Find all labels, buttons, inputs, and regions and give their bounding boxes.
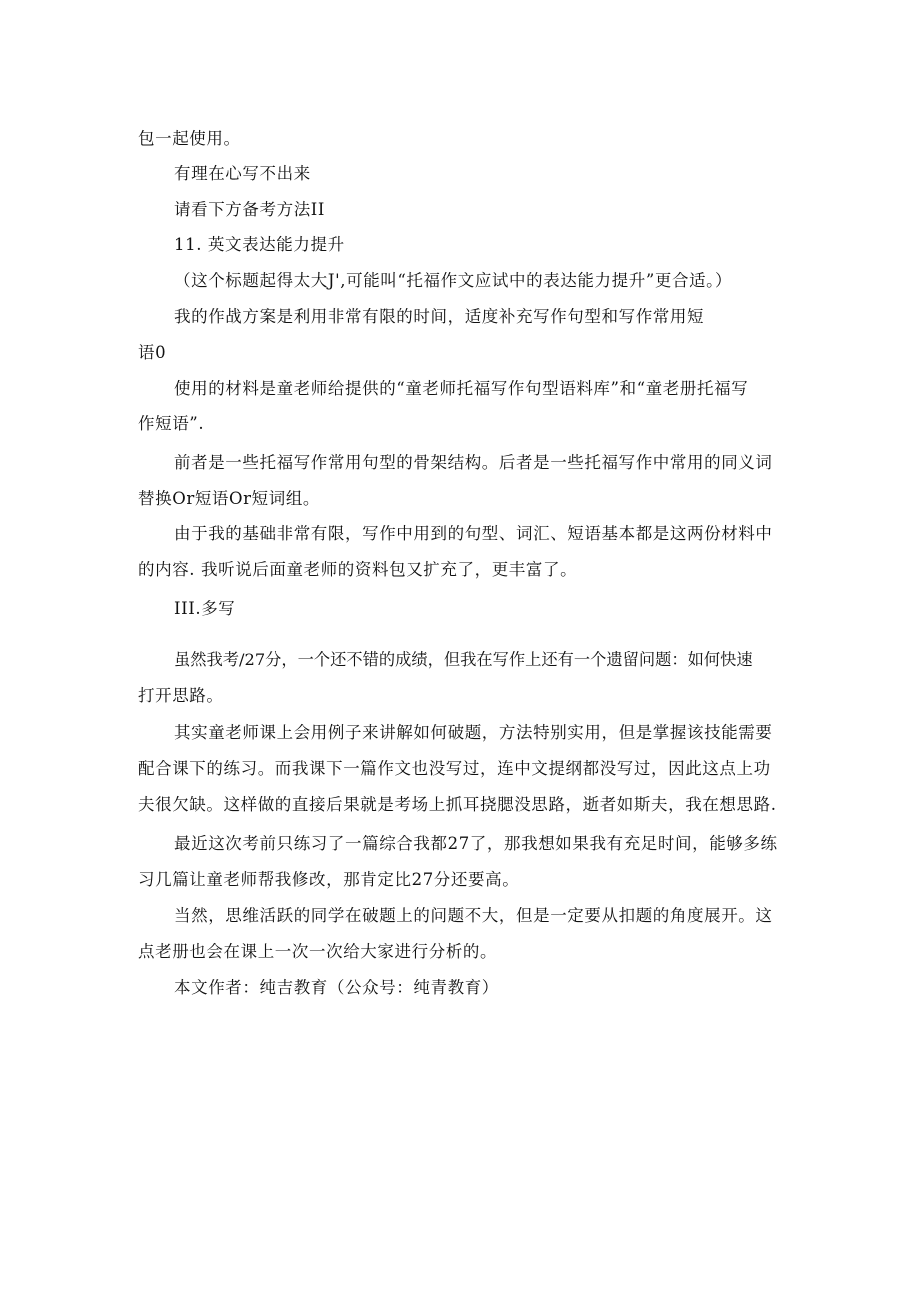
- text-line: 使用的材料是童老师给提供的“童老师托福写作句型语料库”和“童老册托福写: [174, 379, 749, 398]
- text-line: 夫很欠缺。这样做的直接后果就是考场上抓耳挠腮没思路，逝者如斯夫，我在想思路.: [138, 795, 777, 814]
- text-line: 前者是一些托福写作常用句型的骨架结构。后者是一些托福写作中常用的同义词: [174, 453, 773, 472]
- text-line: 由于我的基础非常有限，写作中用到的句型、词汇、短语基本都是这两份材料中: [174, 524, 773, 543]
- text-line: 有理在心写不出来: [174, 164, 311, 183]
- author-line: 本文作者：纯吉教育（公众号：纯青教育）: [174, 978, 499, 997]
- text-line: 最近这次考前只练习了一篇综合我都27了，那我想如果我有充足时间，能够多练: [174, 834, 778, 853]
- text-line: 点老册也会在课上一次一次给大家进行分析的。: [138, 942, 498, 961]
- text-line: 包一起使用。: [138, 129, 241, 148]
- text-line: 替换Or短语Or短词组。: [138, 489, 321, 508]
- text-line: 作短语”.: [138, 414, 205, 433]
- text-line: （这个标题起得太大J',可能叫“托福作文应试中的表达能力提升”更合适。）: [174, 271, 733, 290]
- section-heading: 11. 英文表达能力提升: [174, 235, 345, 254]
- text-line: 习几篇让童老师帮我修改，那肯定比27分还要高。: [138, 870, 520, 889]
- text-line: 当然，思维活跃的同学在破题上的问题不大，但是一定要从扣题的角度展开。这: [174, 906, 773, 925]
- text-line: 我的作战方案是利用非常有限的时间，适度补充写作句型和写作常用短: [174, 307, 705, 326]
- text-line: 语0: [138, 343, 167, 362]
- text-line: 请看下方备考方法II: [174, 200, 326, 219]
- text-line: 配合课下的练习。而我课下一篇作文也没写过，连中文提纲都没写过，因此这点上功: [138, 759, 771, 778]
- text-line: 打开思路。: [138, 686, 224, 705]
- text-line: 虽然我考/27分，一个还不错的成绩，但我在写作上还有一个遗留问题：如何快速: [174, 650, 753, 669]
- section-heading: III.多写: [174, 599, 236, 618]
- text-line: 其实童老师课上会用例子来讲解如何破题，方法特别实用，但是掌握该技能需要: [174, 723, 773, 742]
- text-line: 的内容. 我听说后面童老师的资料包又扩充了，更丰富了。: [138, 560, 578, 579]
